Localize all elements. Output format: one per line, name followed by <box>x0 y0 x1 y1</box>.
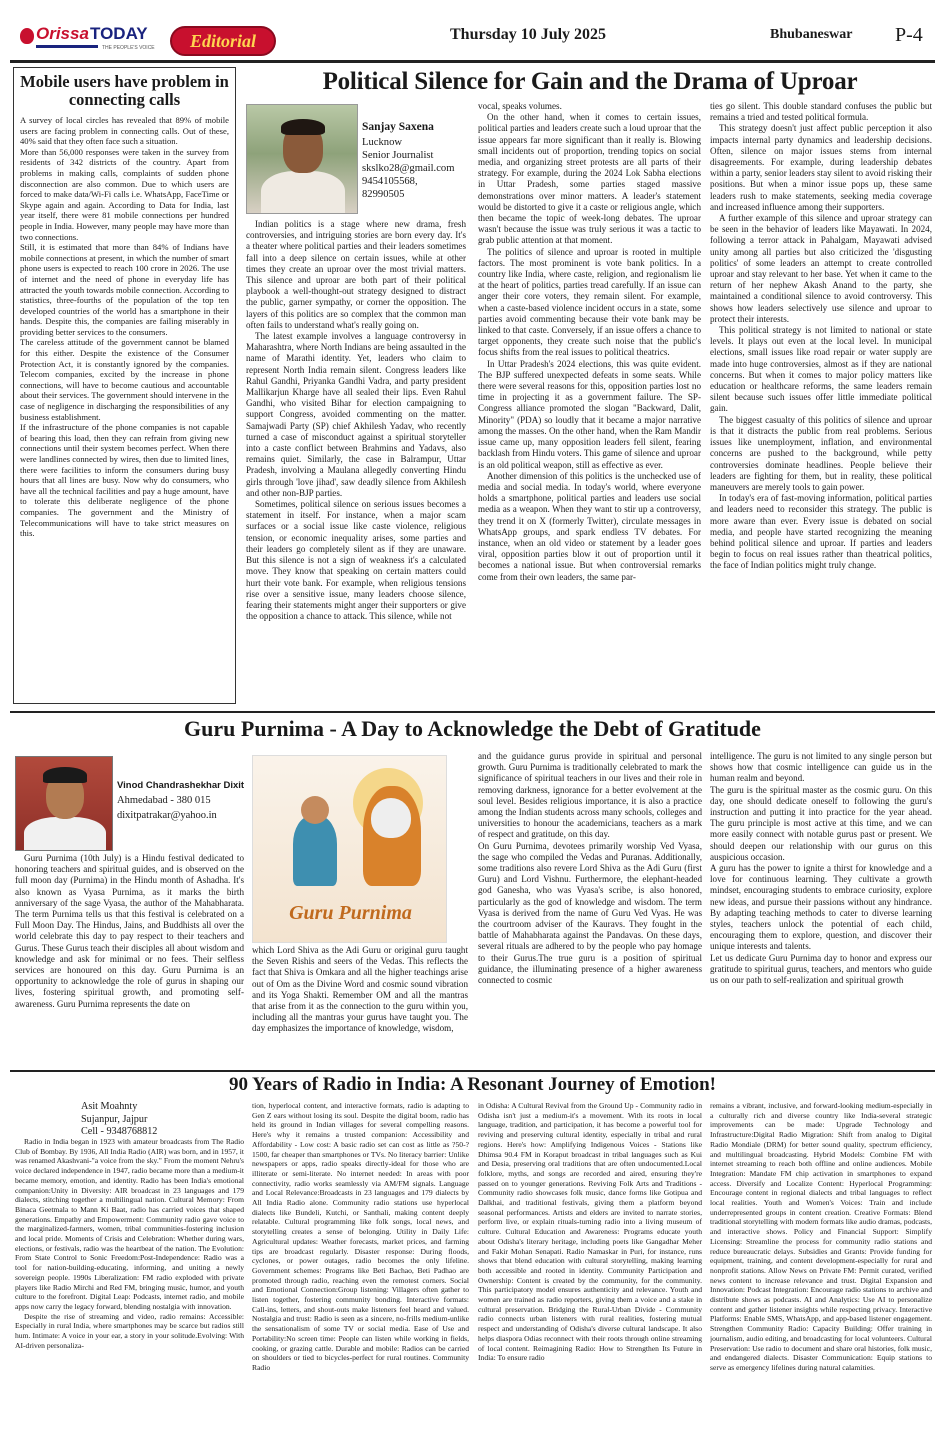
section-rule <box>10 711 935 713</box>
article-paragraph: In today's era of fast-moving information, political parties and leaders need to reconsider this strategy. The public is more aware than ever. Every issue is debated on social media, and people have started recognizing the meaning behind political silence and uproar. If parties and leaders begin to focus on real issues rather than theatrical politics, the face of Indian politics might truly change. <box>710 493 932 571</box>
article-paragraph: Let us dedicate Guru Purnima day to honor and express our gratitude to spiritual gurus, teachers, and mentors who guide us on our path to self-realization and spiritual growth <box>710 952 932 986</box>
article2-column-2 <box>252 945 468 1065</box>
article2-headline: Guru Purnima - A Day to Acknowledge the Debt of Gratitude <box>184 716 761 741</box>
sidebar-article-title: Mobile users have problem in connecting calls <box>20 72 229 109</box>
article-paragraph: remains a vibrant, inclusive, and forward-looking medium-especially in a culturally rich and diverse country like India-several strategic improvements can be made: Upgrade Technology and Infrastructure:Digital Radio Migration: Shift from analog to Digital Radio Mondiale (DRM) for better sound quality, spectrum efficiency, and multilingual broadcasting. Hybrid Models: Combine FM with internet streaming to reach both offline and online audiences. Mobile Integration: Mandate FM chip activation in smartphones to expand access. Diversify and Localize Content: Hyperlocal Programming: Encourage content in regional dialects and tribal languages to reflect local realities. Youth and Women's Voices: Train and include underrepresented groups in content creation. Creative Formats: Blend traditional storytelling with modern formats like audio dramas, podcasts, and interactive shows. Policy and Financial Support: Simplify Licensing: Streamline the process for community radio stations and reduce bureaucratic delays. Subsidies and Grants: Provide funding for equipment, training, and content development-especially for rural and nonprofit stations. Allow News on Private FM: Permit curated, verified news content to increase relevance and trust. Digital Expansion and Innovation: Podcast Integration: Encourage radio stations to archive and distribute shows as podcasts. AI and Analytics: Use AI to personalize content and gather listener insights while respecting privacy. Interactive Platforms: Enable SMS, WhatsApp, and app-based listener engagement. Strengthen Community Radio: Capacity Building: Offer training in journalism, audio editing, and broadcasting for local volunteers. Cultural Preservation: Use radio to document and share oral histories, folk music, and endangered dialects. Disaster Communication: Equip stations to serve as emergency lifelines during natural calamities. <box>710 1101 932 1372</box>
article-paragraph: Radio in India began in 1923 with amateur broadcasts from The Radio Club of Bombay. By 1936, All India Radio (AIR) was born, and in 1957, it was renamed Akashvani-"a voice from the sky." From the moment Nehru's voice declared independence in 1947, radio became more than a medium-it became memory, emotion, and identity. Radio has been India's emotional companion:Unity in Diversity: AIR broadcast in 23 languages and 179 dialects, stitching together a multilingual nation. Cultural Memory: From Binaca Geetmala to Mann Ki Baat, radio has carried voices that shaped generations. Empathy and Empowerment: Community radio gave voice to the marginalized-farmers, women, tribal communities-fostering inclusion and local pride. Moments of Crisis and Celebration: Whether during wars, elections, or festivals, radio was the heartbeat of the nation. The Evolution: From State Control to Sonic Freedom:Post-Independence: Radio was a tool for nation-building-educating, informing, and uniting a newly sovereign people. 1990s Liberalization: FM radio exploded with private players like Radio Mirchi and Red FM, bringing music, humor, and youth culture to the forefront. Digital Leap: Podcasts, internet radio, and mobile apps now carry the legacy forward, blending nostalgia with innovation. <box>15 1137 244 1311</box>
article2-column-3 <box>478 751 702 1065</box>
article-paragraph: The biggest casualty of this politics of silence and uproar is that it distracts the public from real problems. Serious issues like unemployment, inflation, and environmental concerns are pushed to the background, while petty controversies dominate headlines. People believe their leaders are fighting for them, but in reality, these political maneuvers are merely tools to gain power. <box>710 414 932 492</box>
author1-byline <box>362 121 474 201</box>
article-paragraph: Another dimension of this politics is the unchecked use of media and social media. In today's world, where everyone holds a smartphone, political parties and leaders use social media as a weapon. When they want to stir up a controversy, they trend it on X (formerly Twitter), circulate messages in WhatsApp groups, and spark endless TV debates. For instance, when an old video or statement by a leader goes viral, opposition parties blow it out of proportion until it becomes a national issue. But when controversial remarks come from their own leaders, the same par- <box>478 470 701 582</box>
author2-email: dixitpatrakar@yahoo.in <box>117 810 217 821</box>
sidebar-paragraph: The careless attitude of the government cannot be blamed for this either. Despite the existence of the Consumer Protection Act, it is constantly ignored by the companies. Telecom companies, excited by the increase in phone connections, will have to become cautious and accountable about their services. The government should intervene in the case of negligence in discharging the responsibilities of any business establishment. <box>20 337 229 422</box>
article1-column-1 <box>246 219 466 707</box>
author3-city: Sujanpur, Jajpur <box>81 1113 148 1125</box>
logo-today: TODAY <box>90 24 148 43</box>
article1-headline: Political Silence for Gain and the Drama of Uproar <box>322 68 858 95</box>
article-paragraph: On Guru Purnima, devotees primarily worship Ved Vyasa, the sage who compiled the Vedas and Puranas. Additionally, some traditions also revere Lord Shiva as the Adi Guru (first Guru) and Lord Vishnu. Furthermore, the elephant-headed god Ganesha, who was Vyasa's scribe, is also honored, particularly as the god of knowledge and wisdom. The term Vyasa is derived from the name of Guru Ved Vyas. He was the courtroom adviser of the Kauravs. They fought in the battle of Mahabharata against the Pandavas. On these days, several rituals are adhered to by the people who pay homage to their Gurus.The true guru is a position of spiritual guidance, the illuminating presence of a higher awareness connected to cosmic <box>478 840 702 986</box>
sidebar-paragraph: A survey of local circles has revealed that 89% of mobile users are facing problem in connecting calls. Out of these, 40% said that they often face such a situation. <box>20 115 229 147</box>
article-paragraph: ties go silent. This double standard confuses the public but remains a tried and tested political formula. <box>710 101 932 123</box>
author3-phone: Cell - 9348768812 <box>81 1126 158 1137</box>
article-paragraph: intelligence. The guru is not limited to any single person but shows how that cosmic intelligence can guide us in the human realm and beyond. <box>710 751 932 784</box>
author1-city: Lucknow <box>362 137 403 148</box>
author1-phone: 9454105568, <box>362 176 418 187</box>
article3-column-2 <box>252 1101 469 1435</box>
article-paragraph: This strategy doesn't just affect public perception it also impacts internal party dynamics and leadership decisions. Often, silence on major issues stems from internal disagreements. For example, during leadership debates within a party, senior leaders stay silent to avoid risking their positions. But when a minor issue pops up, these same leaders rush to make statements, seeking media coverage and increased influence among their supporters. <box>710 123 932 212</box>
article-paragraph: Guru Purnima (10th July) is a Hindu festival dedicated to honoring teachers and spiritual guides, and is observed on the full moon day (Purnima) in the Hindu month of Ashadha. It's also known as Vyasa Purnima, as it marks the birth anniversary of the sage Vyasa, the author of the Mahabharata. The term Purnima tells us that this festival is celebrated on a Full Moon Day. The Hindus, Jains, and Buddhists all over the world celebrate this day to pay respect to their teachers and Gurus. These Gurus teach their disciples all about wisdom and knowledge and ask for minimal or no fees. Their selfless services are honoured on this day. Guru Purnima is an opportunity to acknowledge the role of gurus in shaping our lives, fostering spiritual growth, and promoting self-awareness. Guru Purnima represents the date on <box>15 853 244 1009</box>
article-paragraph: which Lord Shiva as the Adi Guru or original guru taught the Seven Rishis and seers of the Vedas. This reflects the fact that Shiva is Omkara and all the higher teachings arise out of Om as the Divine Word and cosmic sound vibration and its Yoga Shakti. Remember OM and all the mantras that arise from it as the connection to the guru within you, including all the mantras your gurus have taught you. The day emphasizes the importance of knowledge, wisdom, <box>252 945 468 1034</box>
author1-phone: 82990505 <box>362 189 405 200</box>
article-paragraph: Indian politics is a stage where new drama, fresh controversies, and intriguing stories are born every day. It's a theater where political parties and their leaders sometimes fall into a deep silence on certain issues, while at other times they create an uproar over the most trivial matters. This silence and uproar are both part of their political playbook a well-thought-out strategy designed to distract the public, garner sympathy, or corner the opposition. The layers of this politics are so complex that the common man often fails to understand what's really going on. <box>246 219 466 330</box>
author2-name: Vinod Chandrashekhar Dixit <box>117 780 245 791</box>
author1-role: Senior Journalist <box>362 150 434 161</box>
sidebar-article <box>13 67 236 704</box>
article2-column-1 <box>15 853 244 1065</box>
section-rule <box>10 1070 935 1072</box>
section-label: Editorial <box>189 31 256 51</box>
masthead-rule <box>10 60 935 63</box>
article-paragraph: The guru is the spiritual master as the cosmic guru. On this day, one should dedicate oneself to following the guru's instruction and putting it into practice for the year ahead. The guru principle is most active at this time, and we can more easily connect with notable gurus past or present. We should deepen our relationship with our gurus on this auspicious occasion. <box>710 784 932 862</box>
author1-email: skslko28@gmail.com <box>362 163 455 174</box>
author2-photo <box>15 756 113 851</box>
guru-purnima-illustration <box>252 755 447 943</box>
article-paragraph: The latest example involves a language controversy in Maharashtra, where North Indians are being assaulted in the name of Marathi identity. Yet, leaders who claim to represent North India remain silent. Congress leaders like Rahul Gandhi, Priyanka Gandhi Vadra, and party president Mallikarjun Kharge have all sealed their lips. Even Rahul Gandhi, who visited Bihar for election campaigning to support Congress, avoided commenting on the matter. Samajwadi Party (SP) chief Akhilesh Yadav, who recently turned a case of misconduct against a spiritual storyteller into a caste conflict between Brahmins and Yadavs, also remains quiet. Similarly, the case in Balrampur, Uttar Pradesh, involving a Maulana allegedly converting Hindu girls through 'love jihad', saw deadly silence from Akhilesh and other non-BJP parties. <box>246 331 466 498</box>
article-paragraph: A further example of this silence and uproar strategy can be seen in the behavior of leaders like Mayawati. In 2024, following a terror attack in Pahalgam, Mayawati advised unity among all parties but also criticized the 'disgusting politics' of some leaders an attempt to create controlled uproar and stay relevant to her base. Yet when it came to the return of her nephew Akash Anand to the party, she maintained a conditional silence to avoid controversy. This shows how leaders selectively use silence and uproar to protect their interests. <box>710 213 932 324</box>
author2-byline <box>117 778 247 823</box>
article1-column-2 <box>478 101 701 707</box>
article3-column-3 <box>478 1101 702 1435</box>
page-number: P-4 <box>895 24 923 46</box>
article-paragraph: Despite the rise of streaming and video, radio remains: Accessible: Especially in rural India, where smartphones may be scarce but radios still hum. Intimate: A voice in your ear, a story in your solitude.Evolving: With AI-driven personaliza- <box>15 1311 244 1350</box>
article-paragraph: The politics of silence and uproar is rooted in multiple factors. The most prominent is vote bank politics. In a country like India, where caste, religion, and regionalism lie at the heart of politics, parties tread carefully. If an issue can anger their core voters, they remain silent. For example, when a caste-based violence incident occurs in a state, some parties avoid commenting because their vote bank may be linked to that caste. Conversely, if an issue offers a chance to target opponents, they create such noise that the public's focus shifts from the real issues to political theatrics. <box>478 246 701 358</box>
article-paragraph: In Uttar Pradesh's 2024 elections, this was quite evident. The BJP suffered unexpected defeats in some seats. While there were several reasons for this, opposition parties lost no time in projecting it as a government failure. The SP-Congress alliance promoted the slogan "Backward, Dalit, Minority" (PDA) so loudly that it became a major narrative among the masses. On the other hand, when the Ram Mandir issue came up, many opposition leaders fell silent, fearing backlash from Hindu voters. This game of silence and uproar is an old political weapon, still as effective as ever. <box>478 358 701 470</box>
sidebar-paragraph: Still, it is estimated that more than 84% of Indians have mobile connections at present, in which the number of smart phone users is expected to reach 100 crore in 2026. The use of internet and the need of phone in everyday life has attracted the youth towards mobile connection. According to statistics, three-fourths of the population of the top ten developed countries of the world has a smartphone in their hands. Despite this, the companies are failing miserably in providing better services to the consumers. <box>20 242 229 337</box>
article-paragraph: in Odisha: A Cultural Revival from the Ground Up - Community radio in Odisha isn't just a medium-it's a movement. With its roots in local language, tradition, and participation, it has become a powerful tool for reviving and preserving cultural identity, especially in tribal and rural regions. Here's how: Amplifying Indigenous Voices - Stations like Dhimsa 90.4 FM in Koraput broadcast in tribal languages such as Kui and Desia, preserving oral traditions that are often undocumented.Local folklore, myths, and songs are recorded and aired, ensuring they're passed on to younger generations. Reviving Folk Arts and Traditions - Community radio showcases folk music, dance forms like Gotipua and Dalkhai, and traditional festivals, giving them a platform beyond seasonal performances. Artists and elders are invited to narrate stories, perform live, or explain rituals-turning radio into a living museum of culture. Cultural Education and Awareness: Programs educate youth about Odisha's literary heritage, including poets like Gangadhar Meher and Fakir Mohan Senapati. Radio Namaskar in Puri, for instance, runs shows that blend education with cultural storytelling, making learning both accessible and rooted in identity. Community Participation and Ownership: Content is created by the community, for the community. This participatory model ensures authenticity and relevance. Youth and women are trained as radio reporters, giving them a voice and a stake in cultural preservation. Bridging the Rural-Urban Divide - Community radio connects urban listeners with rural realities, fostering mutual respect and understanding of Odisha's diverse cultural landscape. It also helps diaspora Odias reconnect with their roots through online streaming of local content. Reimagining Radio: How to Strengthen Its Future in India: To ensure radio <box>478 1101 702 1363</box>
author3-name: Asit Moahnty <box>81 1101 138 1112</box>
edition-city: Bhubaneswar <box>770 27 853 42</box>
article-paragraph: This political strategy is not limited to national or state levels. It plays out even at the local level. In municipal elections, small issues like road repair or water supply are made into huge controversies, almost as if they are national concerns. But when it comes to major policy matters like education or healthcare reforms, the same leaders remain silent because such issues offer little immediate political gain. <box>710 325 932 414</box>
logo-orissa: Orissa <box>36 24 89 43</box>
article-paragraph: A guru has the power to ignite a thirst for knowledge and a love for continuous learning. They cultivate a growth mindset, encouraging students to embrace curiosity, explore new ideas, and pursue their passions without any hindrance. By adapting teaching methods to cater to diverse learning styles, teachers unlock the potential of each child, encouraging them to explore, question, and discover their unique interests and talents. <box>710 863 932 952</box>
logo-tagline: THE PEOPLE'S VOICE <box>102 45 155 51</box>
article3-column-4 <box>710 1101 932 1435</box>
logo-drop-icon <box>20 28 34 44</box>
article3-column-1 <box>15 1137 244 1435</box>
sidebar-paragraph: If the infrastructure of the phone companies is not capable of bearing this load, then they can refrain from giving new connections until their system becomes perfect. When there were landlines connected by wires, then due to limited lines, there were facilities to inform the consumers during busy hours that all lines are busy. Now why do consumers, who have all the technical facilities and pay a huge amount, have to tolerate this deliberate negligence of the phone companies. The government and the Ministry of Telecommunications will have to take strict measures on this. <box>20 422 229 539</box>
author1-photo <box>246 104 358 214</box>
author3-byline <box>81 1101 157 1139</box>
newspaper-logo <box>20 24 165 50</box>
article-paragraph: Sometimes, political silence on serious issues becomes a statement in itself. For instance, when a major scam surfaces or a social issue like caste violence, religious tension, or economic inequality arises, some parties and their leaders go completely silent as if they are unaware. But this silence is not a sign of weakness it's a calculated move. They know that speaking on certain matters could hurt their vote bank. For example, when religious tensions rise over a sensitive issue, many leaders choose silence, fearing their statements might anger their supporters or give the opposition a chance to attack. This silence, while not <box>246 499 466 622</box>
logo-underline <box>36 45 98 48</box>
article2-column-4 <box>710 751 932 1065</box>
author2-city: Ahmedabad - 380 015 <box>117 795 211 806</box>
masthead <box>10 16 935 60</box>
illustration-caption: Guru Purnima <box>289 902 412 924</box>
article1-column-3 <box>710 101 932 707</box>
article-paragraph: and the guidance gurus provide in spiritual and personal growth. Guru Purnima is traditionally celebrated to mark the significance of spiritual teachers in our lives and their role in removing darkness, ignorance for a better evolvement at the soul level. Besides religious importance, it is also a practice among the Indian students across many schools, colleges and universities to honour the academicians, teachers as a mark of respect and gratitude, on this day. <box>478 751 702 840</box>
article-paragraph: On the other hand, when it comes to certain issues, political parties and leaders create such a loud uproar that the issue appears far more significant than it really is. Blowing small incidents out of proportion, trending topics on social media, and organizing street protests are all parts of their strategy. For example, during the 2024 Lok Sabha elections in Uttar Pradesh, some parties staged massive demonstrations over minor matters. A leader's statement would be distorted to give it a caste or religious angle, which then became the topic of week-long debates. The uproar wasn't because the issue was truly serious it was a tactic to grab public attention at that moment. <box>478 112 701 246</box>
issue-date: Thursday 10 July 2025 <box>450 26 607 43</box>
author1-name: Sanjay Saxena <box>362 121 434 133</box>
sidebar-paragraph: More than 56,000 responses were taken in the survey from residents of 342 districts of the country. Apart from problems in making calls, complaints of sudden phone disconnection are also common. Due to which users are forced to make data/Wi-Fi calls i.e. WhatsApp, FaceTime or Skype again and again. According to Data for India, last year itself, there were 81 mobile connections per hundred people in India. However, many people may have more than two connections. <box>20 146 229 242</box>
article3-headline: 90 Years of Radio in India: A Resonant Journey of Emotion! <box>228 1074 716 1095</box>
article-paragraph: tion, hyperlocal content, and interactive formats, radio is adapting to Gen Z ears without losing its soul. Despite the digital boom, radio has held its ground in Indian villages for several compelling reasons. Here's why it remains a trusted companion: Accessibility and Affordability - Low cost: A basic radio set can cost as little as ?50-?1500, far cheaper than smartphones or TVs. No literacy barrier: Unlike newspapers or apps, radio speaks directly-ideal for those who are illiterate or semi-literate. No internet needed: In areas with poor connectivity, radio works seamlessly via AM/FM signals. Language and Local Relevance:Broadcasts in 23 languages and 179 dialects by All India Radio alone. Community radio stations use hyperlocal dialects like Bundeli, Kutchi, or Santhali, making content deeply relatable. Cultural programming like folk songs, local news, and storytelling creates a sense of belonging. Utility in Daily Life: Agricultural updates: Weather forecasts, market prices, and farming tips are broadcast regularly. Disaster response: During floods, cyclones, or power outages, radio becomes the only lifeline. Government schemes: Programs like Beti Bachao, Beti Padhao are promoted through radio, reaching even the remotest corners. Social and Emotional Connection:Group listening: Villagers often gather to listen together, fostering community bonding. Interactive formats: Call-ins, letters, and shout-outs make listeners feel heard and valued. Nostalgia and trust: Radio is seen as a sincere, no-frills medium-unlike the sensationalism of some TV or social media. Ease of Use and Portability:No screen time: People can listen while working in fields, cooking, or grazing cattle. Durable and mobile: Radios can be carried on shoulders or tied to bicycles-perfect for rural routines. Community Radio <box>252 1101 469 1372</box>
article-paragraph: vocal, speaks volumes. <box>478 101 562 111</box>
section-badge <box>170 26 276 56</box>
